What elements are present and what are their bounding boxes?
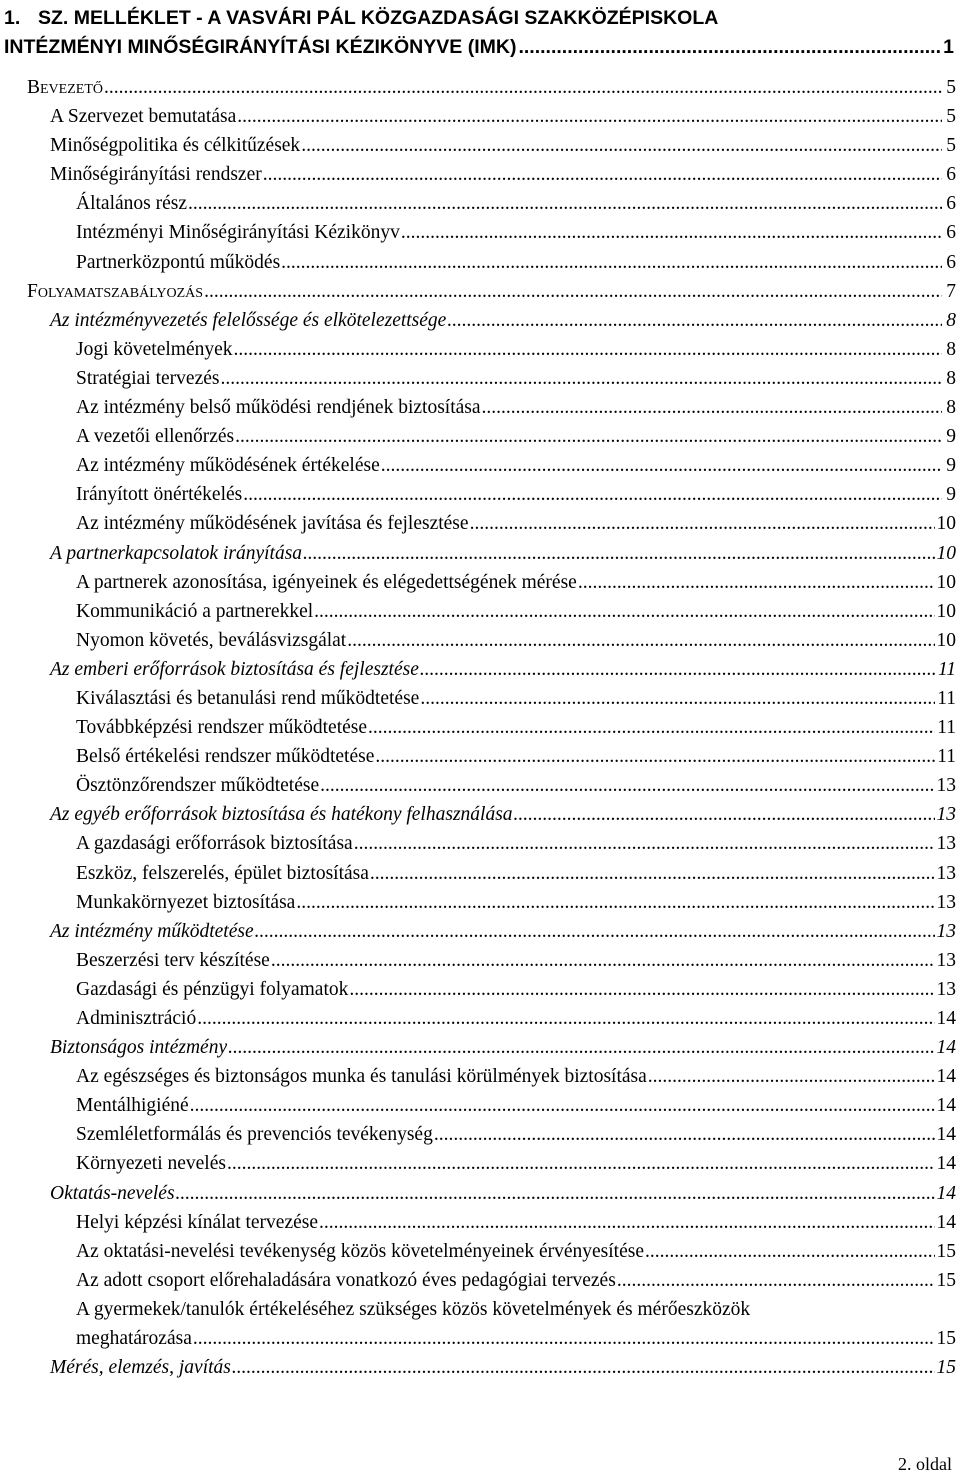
- leader-dots: [243, 480, 942, 509]
- toc-entry-page: 14: [936, 1211, 956, 1233]
- toc-entry-title: Kommunikáció a partnerekkel: [76, 600, 314, 622]
- toc-entry-title: Helyi képzési kínálat tervezése: [76, 1211, 319, 1233]
- leader-dots: [514, 800, 935, 829]
- toc-entry-title: A partnerek azonosítása, igényeinek és elégedettségének mérése: [76, 571, 577, 593]
- toc-entry-title: Mérés, elemzés, javítás: [50, 1357, 231, 1379]
- toc-entry-page: 14: [936, 1008, 956, 1029]
- leader-dots: [263, 160, 942, 189]
- toc-entry-page: 14: [936, 1182, 956, 1204]
- leader-dots: [235, 422, 942, 451]
- heading-line-2-row[interactable]: [4, 33, 954, 62]
- toc-entry[interactable]: [0, 335, 956, 364]
- leader-dots: [303, 539, 934, 568]
- toc-entry[interactable]: [0, 626, 956, 655]
- toc-entry-page: 13: [936, 833, 956, 855]
- toc-entry-title: Irányított önértékelés: [76, 484, 243, 506]
- toc-entry-title: Mentálhigiéné: [76, 1095, 189, 1117]
- toc-entry[interactable]: [0, 859, 956, 888]
- toc-entry-page: 9: [946, 484, 956, 506]
- toc-entry[interactable]: [0, 829, 956, 858]
- toc-entry-title: Partnerközpontú működés: [76, 251, 281, 273]
- toc-entry[interactable]: [0, 364, 956, 393]
- toc-entry-page: 6: [946, 193, 956, 215]
- toc-entry-page: 10: [936, 571, 956, 593]
- toc-entry-page: 15: [936, 1357, 956, 1379]
- leader-dots: [296, 888, 934, 917]
- toc-entry[interactable]: [0, 218, 956, 247]
- toc-entry[interactable]: [0, 888, 956, 917]
- toc-entry[interactable]: [0, 713, 956, 742]
- toc-entry[interactable]: [0, 306, 956, 335]
- toc-entry-page: 9: [946, 455, 956, 477]
- toc-entry[interactable]: [0, 1179, 956, 1208]
- toc-entry-title: Munkakörnyezet biztosítása: [76, 891, 296, 913]
- heading-number: 1.: [4, 7, 21, 29]
- toc-entry-page: 9: [946, 426, 956, 448]
- leader-dots: [255, 917, 935, 946]
- toc-entry[interactable]: [0, 1353, 956, 1382]
- leader-dots: [220, 364, 942, 393]
- toc-entry-title: Minőségirányítási rendszer: [50, 164, 262, 186]
- toc-entry-title: meghatározása: [76, 1328, 192, 1350]
- leader-dots: [518, 33, 941, 62]
- leader-dots: [176, 1179, 935, 1208]
- toc-entry-page: 7: [946, 280, 956, 302]
- toc-entry-title: A vezetői ellenőrzés: [76, 426, 235, 448]
- leader-dots: [370, 859, 935, 888]
- toc-entry[interactable]: [0, 160, 956, 189]
- toc-entry-page: 8: [946, 367, 956, 389]
- heading-line-1: SZ. MELLÉKLET - A VASVÁRI PÁL KÖZGAZDASÁGI SZAKKÖZÉPISKOLA: [38, 7, 719, 29]
- heading-line-2: INTÉZMÉNYI MINŐSÉGIRÁNYÍTÁSI KÉZIKÖNYVE (IMK): [4, 36, 517, 58]
- toc-entry[interactable]: [0, 422, 956, 451]
- toc-entry-page: 13: [936, 775, 956, 797]
- toc-entry[interactable]: [0, 1062, 956, 1091]
- leader-dots: [375, 742, 935, 771]
- toc-entry-title: A Szervezet bemutatása: [50, 106, 237, 128]
- page-number-label: 2. oldal: [898, 1454, 952, 1474]
- toc-entry-page: 5: [946, 135, 956, 157]
- toc-entry-page: 13: [936, 804, 956, 826]
- toc-entry[interactable]: [0, 771, 956, 800]
- toc-entry[interactable]: [0, 539, 956, 568]
- toc-entry[interactable]: [0, 393, 956, 422]
- leader-dots: [188, 189, 942, 218]
- toc-entry-title: Környezeti nevelés: [76, 1153, 226, 1175]
- leader-dots: [368, 713, 935, 742]
- toc-entry-page: 14: [936, 1066, 956, 1088]
- toc-entry-page: 10: [936, 629, 956, 651]
- toc-entry-title: Az intézmény működésének értékelése: [76, 455, 380, 477]
- leader-dots: [434, 1120, 935, 1149]
- toc-entry[interactable]: [0, 189, 956, 218]
- page-footer: [898, 1452, 952, 1476]
- toc-entry-title: Eszköz, felszerelés, épület biztosítása: [76, 862, 369, 884]
- toc-entry[interactable]: [0, 1149, 956, 1178]
- toc-entry[interactable]: [0, 568, 956, 597]
- leader-dots: [645, 1237, 935, 1266]
- toc-entry-title: Az egyéb erőforrások biztosítása és hatékony felhasználása: [50, 804, 513, 826]
- toc-entry-page: 13: [936, 949, 956, 971]
- toc-entry[interactable]: [0, 509, 956, 538]
- toc-entry-title: Általános rész: [76, 193, 188, 215]
- toc-entry-continuation[interactable]: [0, 1324, 956, 1353]
- toc-entry-title: Az intézmény működésének javítása és fejlesztése: [76, 513, 469, 535]
- leader-dots: [281, 248, 942, 277]
- toc-entry-page: 10: [936, 513, 956, 535]
- toc-entry-page: 10: [936, 600, 956, 622]
- leader-dots: [234, 335, 942, 364]
- toc-entry-title: Az emberi erőforrások biztosítása és fejlesztése: [50, 658, 419, 680]
- leader-dots: [104, 73, 942, 102]
- toc-entry[interactable]: [0, 248, 956, 277]
- leader-dots: [420, 655, 936, 684]
- toc-entry[interactable]: [0, 1033, 956, 1062]
- leader-dots: [470, 509, 935, 538]
- toc-entry-page: 15: [936, 1328, 956, 1350]
- toc-entry-title: Az egészséges és biztonságos munka és tanulási körülmények biztosítása: [76, 1066, 647, 1088]
- toc-entry-title: Ösztönzőrendszer működtetése: [76, 775, 320, 797]
- toc-entry[interactable]: [0, 917, 956, 946]
- toc-entry[interactable]: [0, 277, 956, 306]
- toc-entry-title: Az intézmény belső működési rendjének biztosítása: [76, 397, 481, 419]
- toc-entry[interactable]: [0, 1004, 956, 1033]
- toc-entry[interactable]: [0, 1266, 956, 1295]
- toc-entry-page: 10: [936, 542, 956, 564]
- toc-entry-title: A partnerkapcsolatok irányítása: [50, 542, 303, 564]
- leader-dots: [228, 1033, 934, 1062]
- toc-entry[interactable]: [0, 975, 956, 1004]
- leader-dots: [447, 306, 942, 335]
- toc-entry-title: Oktatás-nevelés: [50, 1182, 175, 1204]
- toc-entry-page: 14: [936, 1037, 956, 1059]
- toc-entry[interactable]: [0, 800, 956, 829]
- toc-entry-page: 13: [936, 862, 956, 884]
- leader-dots: [320, 771, 934, 800]
- toc-entry-title: Az intézményvezetés felelőssége és elkötelezettsége: [50, 309, 447, 331]
- toc-entry-title: Az oktatási-nevelési tevékenység közös követelményeinek érvényesítése: [76, 1240, 644, 1262]
- toc-entry-page: 8: [946, 397, 956, 419]
- leader-dots: [232, 1353, 935, 1382]
- toc-entry-title: Jogi követelmények: [76, 338, 233, 360]
- toc-entry-page: 11: [937, 746, 956, 768]
- toc-entry[interactable]: [0, 451, 956, 480]
- toc-entry-page: 15: [936, 1240, 956, 1262]
- toc-entry[interactable]: [0, 480, 956, 509]
- leader-dots: [648, 1062, 935, 1091]
- toc-entry-page: 15: [936, 1269, 956, 1291]
- leader-dots: [319, 1208, 934, 1237]
- leader-dots: [381, 451, 942, 480]
- toc-entry-title: Az intézmény működtetése: [50, 920, 254, 942]
- table-of-contents: [0, 73, 956, 1382]
- leader-dots: [482, 393, 942, 422]
- leader-dots: [401, 218, 942, 247]
- toc-entry-title: Intézményi Minőségirányítási Kézikönyv: [76, 222, 400, 244]
- leader-dots: [197, 1004, 934, 1033]
- toc-entry[interactable]: [0, 742, 956, 771]
- toc-entry-title: Továbbképzési rendszer működtetése: [76, 717, 368, 739]
- leader-dots: [617, 1266, 935, 1295]
- leader-dots: [237, 102, 942, 131]
- toc-entry-page: 6: [946, 251, 956, 273]
- toc-entry[interactable]: [0, 597, 956, 626]
- toc-entry-title: Beszerzési terv készítése: [76, 949, 270, 971]
- toc-entry-title: Az adott csoport előrehaladására vonatkozó éves pedagógiai tervezés: [76, 1269, 616, 1291]
- leader-dots: [204, 277, 942, 306]
- toc-entry-page: 5: [946, 77, 956, 98]
- toc-entry-page: 11: [937, 658, 956, 680]
- toc-entry-title: Nyomon követés, beválásvizsgálat: [76, 629, 347, 651]
- toc-entry[interactable]: [0, 131, 956, 160]
- toc-entry[interactable]: [0, 102, 956, 131]
- toc-entry[interactable]: [0, 1237, 956, 1266]
- toc-entry-title: Folyamatszabályozás: [27, 280, 204, 302]
- toc-entry-title: Adminisztráció: [76, 1008, 197, 1029]
- leader-dots: [190, 1091, 935, 1120]
- toc-entry-title: Belső értékelési rendszer működtetése: [76, 746, 375, 768]
- toc-entry[interactable]: [0, 1091, 956, 1120]
- leader-dots: [301, 131, 942, 160]
- toc-entry-title: Minőségpolitika és célkitűzések: [50, 135, 301, 157]
- toc-entry[interactable]: [0, 1295, 956, 1324]
- toc-entry-title: Gazdasági és pénzügyi folyamatok: [76, 978, 349, 1000]
- toc-entry[interactable]: [0, 946, 956, 975]
- toc-entry-title: Szemléletformálás és prevenciós tevékenység: [76, 1124, 433, 1146]
- leader-dots: [420, 684, 935, 713]
- leader-dots: [227, 1149, 935, 1178]
- toc-entry[interactable]: [0, 684, 956, 713]
- toc-entry-title: Biztonságos intézmény: [50, 1037, 228, 1059]
- toc-entry[interactable]: [0, 655, 956, 684]
- toc-entry[interactable]: [0, 1208, 956, 1237]
- toc-entry-page: 6: [946, 164, 956, 186]
- toc-entry-page: 11: [937, 687, 956, 709]
- toc-entry-page: 13: [936, 978, 956, 1000]
- heading-page-number: 1: [943, 36, 954, 58]
- toc-entry-page: 13: [936, 891, 956, 913]
- leader-dots: [193, 1324, 935, 1353]
- toc-entry-title: Bevezető: [27, 77, 103, 98]
- toc-entry-page: 14: [936, 1124, 956, 1146]
- leader-dots: [347, 626, 934, 655]
- toc-entry-page: 5: [946, 106, 956, 128]
- toc-entry-page: 8: [946, 309, 956, 331]
- toc-entry-page: 8: [946, 338, 956, 360]
- leader-dots: [578, 568, 935, 597]
- leader-dots: [271, 946, 935, 975]
- toc-entry-title: A gazdasági erőforrások biztosítása: [76, 833, 353, 855]
- toc-entry[interactable]: [0, 1120, 956, 1149]
- toc-entry-page: 14: [936, 1095, 956, 1117]
- leader-dots: [314, 597, 934, 626]
- toc-entry-page: 13: [936, 920, 956, 942]
- toc-entry[interactable]: [0, 73, 956, 102]
- toc-entry-title: A gyermekek/tanulók értékeléséhez szükséges közös követelmények és mérőeszközök: [76, 1298, 751, 1320]
- toc-entry-page: 11: [937, 717, 956, 739]
- leader-dots: [349, 975, 934, 1004]
- leader-dots: [354, 829, 935, 858]
- toc-entry-title: Kiválasztási és betanulási rend működtetése: [76, 687, 420, 709]
- toc-entry-page: 14: [936, 1153, 956, 1175]
- toc-entry-page: 6: [946, 222, 956, 244]
- toc-entry-title: Stratégiai tervezés: [76, 367, 220, 389]
